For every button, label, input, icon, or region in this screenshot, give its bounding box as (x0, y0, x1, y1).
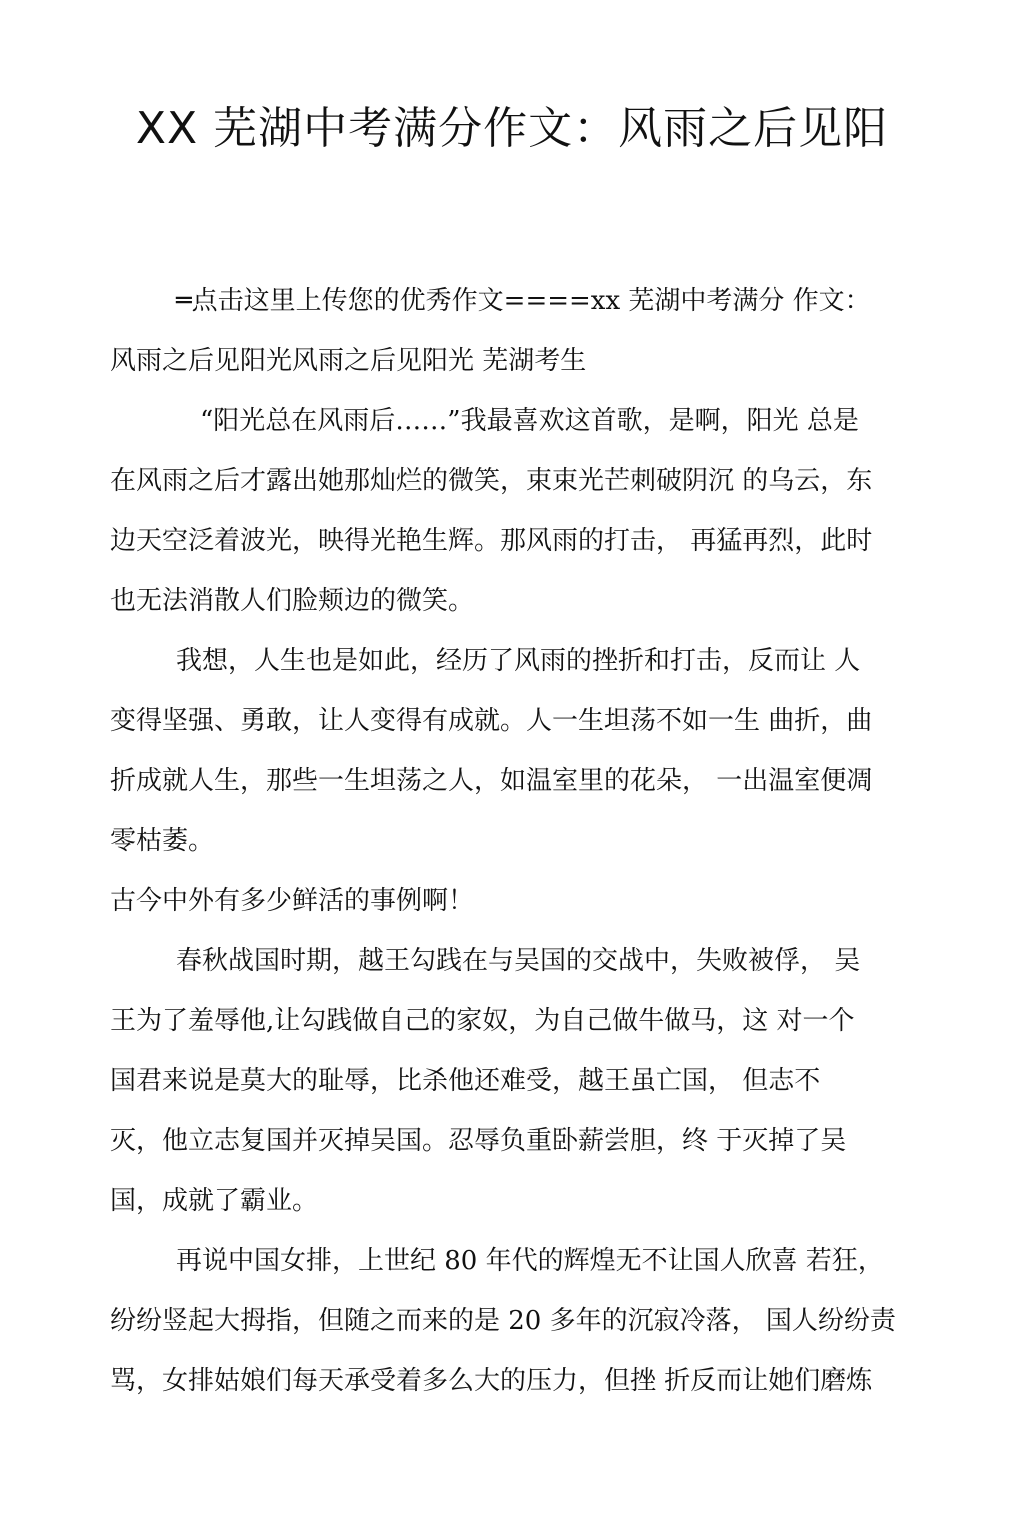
body-line-9: 折成就人生，那些一生坦荡之人，如温室里的花朵， 一出温室便凋 (110, 766, 873, 796)
body-line-11: 古今中外有多少鲜活的事例啊！ (110, 886, 475, 916)
body-line-3: “阳光总在风雨后……”我最喜欢这首歌，是啊，阳光 总是 (200, 406, 859, 436)
body-line-5: 边天空泛着波光，映得光艳生辉。那风雨的打击， 再猛再烈，此时 (110, 526, 873, 556)
body-line-12: 春秋战国时期，越王勾践在与吴国的交战中，失败被俘， 吴 (176, 946, 861, 976)
body-line-13: 王为了羞辱他,让勾践做自己的家奴，为自己做牛做马，这 对一个 (110, 1006, 855, 1036)
body-line-14: 国君来说是莫大的耻辱，比杀他还难受，越王虽亡国， 但志不 (110, 1066, 821, 1096)
body-line-10: 零枯萎。 (110, 826, 215, 856)
body-line-6: 也无法消散人们脸颊边的微笑。 (110, 586, 475, 616)
body-line-17: 再说中国女排，上世纪 80 年代的辉煌无不让国人欣喜 若狂， (176, 1246, 884, 1276)
body-line-4: 在风雨之后才露出她那灿烂的微笑，束束光芒刺破阴沉 的乌云，东 (110, 466, 873, 496)
body-line-8: 变得坚强、勇敢，让人变得有成就。人一生坦荡不如一生 曲折，曲 (110, 706, 873, 736)
body-line-18: 纷纷竖起大拇指，但随之而来的是 20 多年的沉寂冷落， 国人纷纷责 (110, 1306, 896, 1336)
body-line-1: ═点击这里上传您的优秀作文====xx 芜湖中考满分 作文： (176, 286, 871, 316)
body-line-15: 灭，他立志复国并灭掉吴国。忍辱负重卧薪尝胆，终 于灭掉了吴 (110, 1126, 847, 1156)
body-line-19: 骂，女排姑娘们每天承受着多么大的压力，但挫 折反而让她们磨炼 (110, 1366, 873, 1396)
body-line-2: 风雨之后见阳光风雨之后见阳光 芜湖考生 (110, 346, 587, 376)
body-line-7: 我想，人生也是如此，经历了风雨的挫折和打击，反而让 人 (176, 646, 861, 676)
body-line-16: 国，成就了霸业。 (110, 1186, 319, 1216)
document-title: XX 芜湖中考满分作文：风雨之后见阳 (135, 103, 889, 154)
